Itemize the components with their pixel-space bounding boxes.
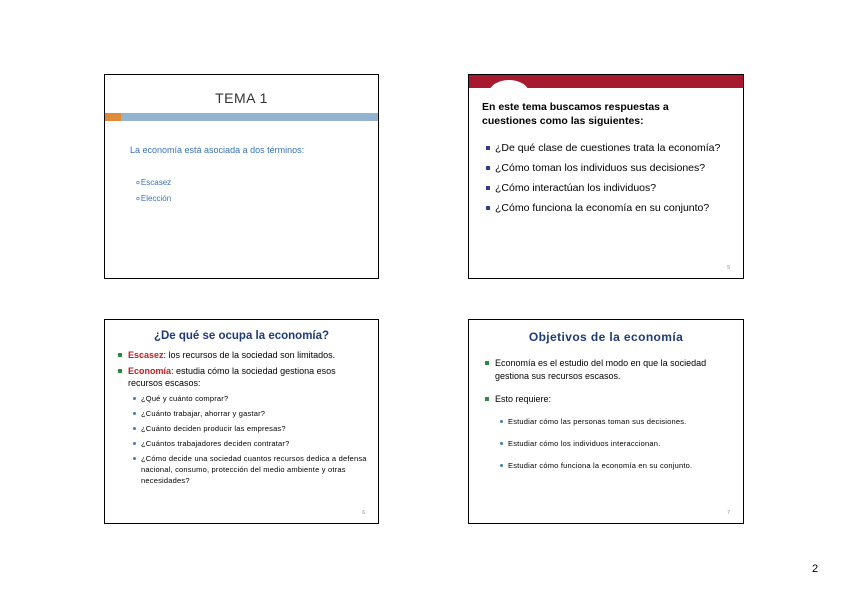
slide-3-content	[118, 349, 368, 490]
square-bullet-icon	[486, 206, 490, 210]
slide-2-page-number: 5	[727, 265, 730, 271]
sub-list-item: Estudiar cómo los individuos interaccionan.	[485, 438, 733, 449]
slide-1-item-escasez: ¤Escasez	[136, 178, 172, 187]
sub-list-item: ¿Cuánto trabajar, ahorrar y gastar?	[118, 408, 368, 419]
slide-4-page-number: 7	[727, 510, 730, 516]
dot-bullet-icon	[133, 397, 136, 400]
dot-bullet-icon	[133, 427, 136, 430]
list-item: Escasez: los recursos de la sociedad son limitados.	[118, 349, 368, 361]
box-bullet-icon: ¤	[136, 196, 140, 203]
sub-list-item: ¿Cuántos trabajadores deciden contratar?	[118, 438, 368, 449]
slide-3-page-number: 6	[362, 510, 365, 516]
sub-list-item: ¿Qué y cuánto comprar?	[118, 393, 368, 404]
square-bullet-icon	[118, 369, 122, 373]
square-bullet-icon	[485, 361, 489, 365]
sub-list-item: Estudiar cómo las personas toman sus decisiones.	[485, 416, 733, 427]
square-bullet-icon	[486, 146, 490, 150]
dot-bullet-icon	[500, 420, 503, 423]
slide-1	[104, 74, 379, 279]
dot-bullet-icon	[500, 442, 503, 445]
slide-1-item-eleccion: ¤Elección	[136, 194, 172, 203]
slide-1-accent-bar-blue	[121, 113, 378, 121]
list-item: ¿Cómo toman los individuos sus decisiones?	[486, 161, 741, 175]
slide-4-content	[485, 357, 733, 482]
list-item: ¿Cómo funciona la economía en su conjunto?	[486, 201, 741, 215]
slide-1-title: TEMA 1	[215, 90, 268, 106]
slide-3	[104, 319, 379, 524]
square-bullet-icon	[485, 397, 489, 401]
dot-bullet-icon	[133, 457, 136, 460]
dot-bullet-icon	[133, 442, 136, 445]
sub-list-item: Estudiar cómo funciona la economía en su conjunto.	[485, 460, 733, 471]
sub-list-item: ¿Cuánto deciden producir las empresas?	[118, 423, 368, 434]
list-item: ¿Cómo interactúan los individuos?	[486, 181, 741, 195]
slide-2-question-list	[486, 141, 741, 221]
slide-3-title: ¿De qué se ocupa la economía?	[153, 330, 330, 342]
sub-list-item: ¿Cómo decide una sociedad cuantos recursos dedica a defensa nacional, consumo, protección del medio ambiente y otras necesidades?	[118, 453, 368, 486]
slide-2	[468, 74, 744, 279]
list-item: Esto requiere:	[485, 393, 733, 406]
dot-bullet-icon	[500, 464, 503, 467]
dot-bullet-icon	[133, 412, 136, 415]
handout-page-number: 2	[812, 563, 819, 575]
slide-1-body: La economía está asociada a dos términos:	[130, 145, 305, 155]
square-bullet-icon	[486, 166, 490, 170]
box-bullet-icon: ¤	[136, 180, 140, 187]
slide-4	[468, 319, 744, 524]
list-item: Economía es el estudio del modo en que la sociedad gestiona sus recursos escasos.	[485, 357, 733, 383]
square-bullet-icon	[118, 353, 122, 357]
list-item: Economía: estudia cómo la sociedad gestiona esos recursos escasos:	[118, 365, 368, 389]
slide-4-title: Objetivos de la economía	[528, 330, 684, 344]
square-bullet-icon	[486, 186, 490, 190]
list-item: ¿De qué clase de cuestiones trata la economía?	[486, 141, 741, 155]
slide-2-heading: En este tema buscamos respuestas a cuestiones como las siguientes:	[482, 101, 669, 127]
slide-1-accent-bar-orange	[105, 113, 121, 121]
